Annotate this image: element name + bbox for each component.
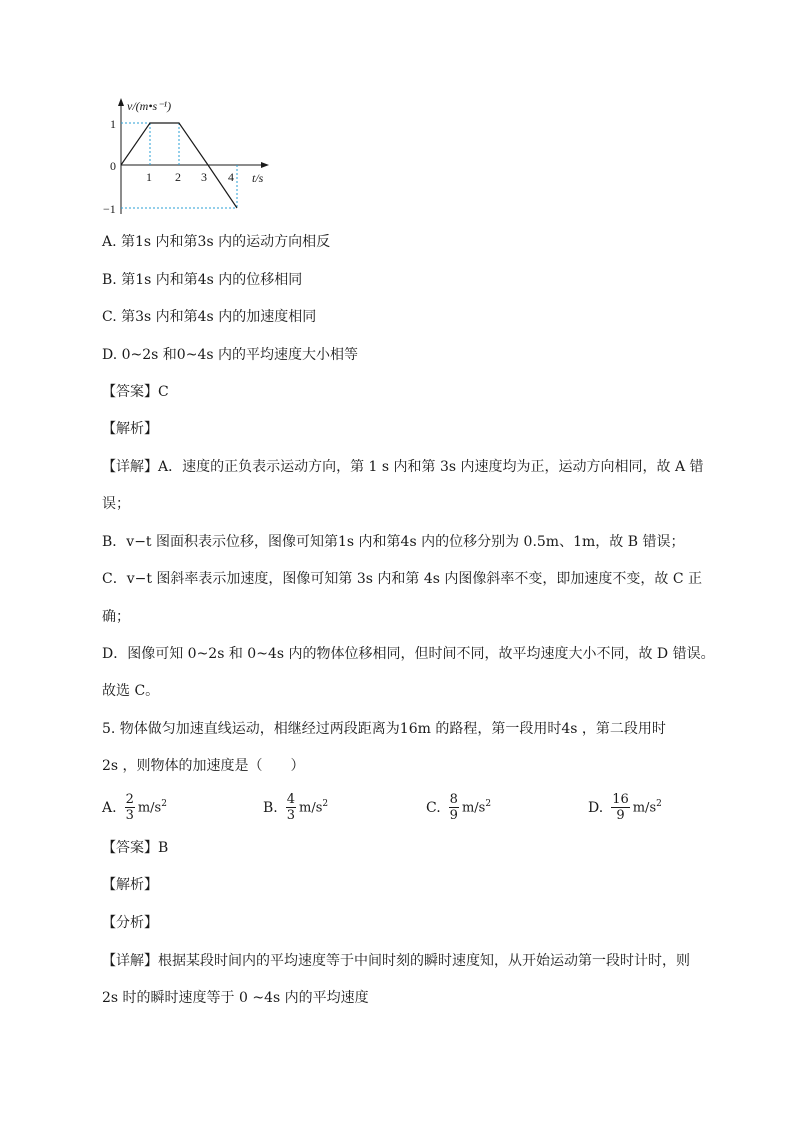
q4-detail-c-line1: C．v−t 图斜率表示加速度，图像可知第 3s 内和第 4s 内图像斜率不变，即加速度不变，故 C 正 — [102, 571, 703, 587]
q5-option-a-fraction — [125, 792, 135, 823]
q5-option-a-unit: $m/s^2$ — [137, 799, 167, 816]
q5-answer: 【答案】B — [102, 840, 169, 856]
y-tick-neg1: −1 — [103, 202, 116, 216]
q5-option-c — [426, 792, 491, 823]
q4-option-d: D. 0~2s 和0~4s 内的平均速度大小相等 — [102, 347, 358, 363]
fraction-numerator: 2 — [125, 792, 134, 807]
q5-option-d-fraction — [611, 792, 630, 823]
q5-option-d-letter: D. — [588, 799, 604, 816]
q5-option-b-letter: B. — [263, 799, 278, 816]
velocity-time-graph — [100, 92, 280, 217]
x-axis-label: t/s — [252, 171, 264, 185]
q5-option-d — [588, 792, 662, 823]
q5-option-b-fraction — [286, 792, 296, 823]
q5-fenxi-heading: 【分析】 — [102, 915, 158, 931]
q5-option-a — [102, 792, 167, 823]
q5-option-c-letter: C. — [426, 799, 441, 816]
q4-detail-b: B．v−t 图面积表示位移，图像可知第1s 内和第4s 内的位移分别为 0.5m、1m，故 B 错误； — [102, 534, 685, 550]
fraction-denominator: 9 — [449, 808, 458, 823]
fraction-denominator: 3 — [125, 808, 134, 823]
q4-answer: 【答案】C — [102, 384, 169, 400]
x-axis-arrow — [261, 162, 269, 168]
q4-detail-d: D．图像可知 0~2s 和 0~4s 内的物体位移相同，但时间不同，故平均速度大小不同，故 D 错误。 — [102, 646, 715, 662]
y-axis-arrow — [118, 98, 124, 106]
q4-option-b: B. 第1s 内和第4s 内的位移相同 — [102, 272, 303, 288]
q4-option-a: A. 第1s 内和第3s 内的运动方向相反 — [102, 234, 331, 250]
q5-analysis-heading: 【解析】 — [102, 877, 158, 893]
q5-stem-line1: 5. 物体做匀加速直线运动，相继经过两段距离为16m 的路程，第一段用时4s ，第二段用时 — [102, 721, 666, 737]
q5-option-b — [263, 792, 328, 823]
q4-analysis-heading: 【解析】 — [102, 421, 158, 437]
q5-option-a-letter: A. — [102, 799, 117, 816]
x-tick-3: 3 — [201, 170, 207, 184]
y-tick-1: 1 — [110, 117, 116, 131]
q4-conclusion: 故选 C。 — [102, 683, 160, 699]
x-tick-2: 2 — [175, 170, 181, 184]
q5-option-c-fraction — [449, 792, 459, 823]
y-axis-label: v/(m•s⁻¹) — [127, 99, 172, 113]
q5-stem-line2: 2s ，则物体的加速度是（ ） — [102, 758, 305, 774]
fraction-numerator: 4 — [286, 792, 296, 807]
q5-option-b-unit: $m/s^2$ — [299, 799, 329, 816]
q4-detail-a-line1: 【详解】A．速度的正负表示运动方向，第 1 s 内和第 3s 内速度均为正，运动方向相同，故 A 错 — [102, 459, 704, 475]
x-tick-1: 1 — [146, 170, 152, 184]
q4-detail-c-line2: 确； — [102, 609, 130, 625]
fraction-numerator: 16 — [612, 792, 629, 807]
q5-detail-line1: 【详解】根据某段时间内的平均速度等于中间时刻的瞬时速度知，从开始运动第一段时计时，则 — [102, 953, 690, 969]
fraction-denominator: 3 — [286, 808, 296, 823]
fraction-denominator: 9 — [616, 808, 625, 823]
q5-option-c-unit: $m/s^2$ — [461, 799, 492, 816]
q5-detail-line2: 2s 时的瞬时速度等于 0 ~4s 内的平均速度 — [102, 990, 369, 1006]
q5-option-d-unit: $m/s^2$ — [632, 799, 662, 816]
fraction-numerator: 8 — [449, 792, 458, 807]
origin-label: 0 — [110, 159, 116, 173]
x-tick-4: 4 — [228, 170, 234, 184]
q4-detail-a-line2: 误； — [102, 496, 130, 512]
q4-option-c: C. 第3s 内和第4s 内的加速度相同 — [102, 309, 317, 325]
